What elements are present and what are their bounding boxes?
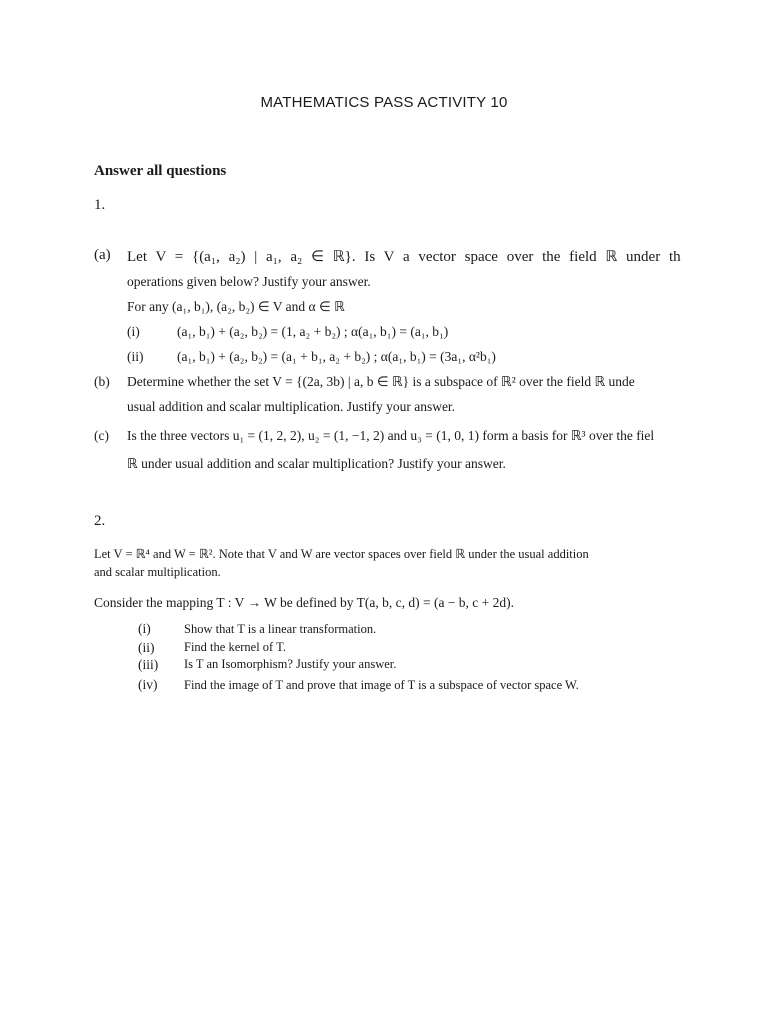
q2-part-label: (ii) <box>138 640 155 655</box>
q1b-line-1: Determine whether the set V = {(2a, 3b) | a, b ∈ ℝ} is a subspace of ℝ² over the field ℝ unde <box>127 374 635 389</box>
q1c-label: (c) <box>94 428 109 443</box>
q2-part-text: Find the kernel of T. <box>184 640 286 654</box>
q2-mapping-definition: Consider the mapping T : V → W be defined by T(a, b, c, d) = (a − b, c + 2d). <box>94 595 515 610</box>
q2-part-text: Show that T is a linear transformation. <box>184 622 377 636</box>
q2-part-label: (iii) <box>138 657 159 672</box>
q1a-ii-label: (ii) <box>127 349 144 364</box>
q2-part-label: (i) <box>138 621 151 636</box>
q2-intro-line-1: Let V = ℝ⁴ and W = ℝ². Note that V and W are vector spaces over field ℝ under the usual addition <box>94 547 589 561</box>
q1a-i-label: (i) <box>127 324 140 339</box>
q1a-line-2: operations given below? Justify your answer. <box>127 274 371 289</box>
q1a-ii-text: (a₁, b₁) + (a₂, b₂) = (a₁ + b₁, a₂ + b₂) ; α(a₁, b₁) = (3a₁, α²b₁) <box>177 349 496 364</box>
q1c-line-2: ℝ under usual addition and scalar multiplication? Justify your answer. <box>127 456 506 471</box>
q2-part-label: (iv) <box>138 677 158 692</box>
q2-part-text: Find the image of T and prove that image of T is a subspace of vector space W. <box>184 678 579 692</box>
question-1-number: 1. <box>94 197 106 213</box>
q1c-line-1: Is the three vectors u₁ = (1, 2, 2), u₂ = (1, −1, 2) and u₃ = (1, 0, 1) form a basis for ℝ³ over the fiel <box>127 428 655 443</box>
q1a-i-text: (a₁, b₁) + (a₂, b₂) = (1, a₂ + b₂) ; α(a₁, b₁) = (a₁, b₁) <box>177 324 449 339</box>
question-2-number: 2. <box>94 513 106 529</box>
instruction-heading: Answer all questions <box>94 163 227 179</box>
q2-part-text: Is T an Isomorphism? Justify your answer. <box>184 657 397 671</box>
page-title: MATHEMATICS PASS ACTIVITY 10 <box>260 94 508 111</box>
q1a-label: (a) <box>94 247 111 263</box>
q2-intro-line-2: and scalar multiplication. <box>94 565 221 579</box>
q1b-line-2: usual addition and scalar multiplication. Justify your answer. <box>127 399 456 414</box>
q1a-line-3: For any (a₁, b₁), (a₂, b₂) ∈ V and α ∈ ℝ <box>127 299 345 314</box>
q1a-line-1: Let V = {(a₁, a₂) | a₁, a₂ ∈ ℝ}. Is V a vector space over the field ℝ under th <box>127 249 681 265</box>
q1b-label: (b) <box>94 374 110 389</box>
